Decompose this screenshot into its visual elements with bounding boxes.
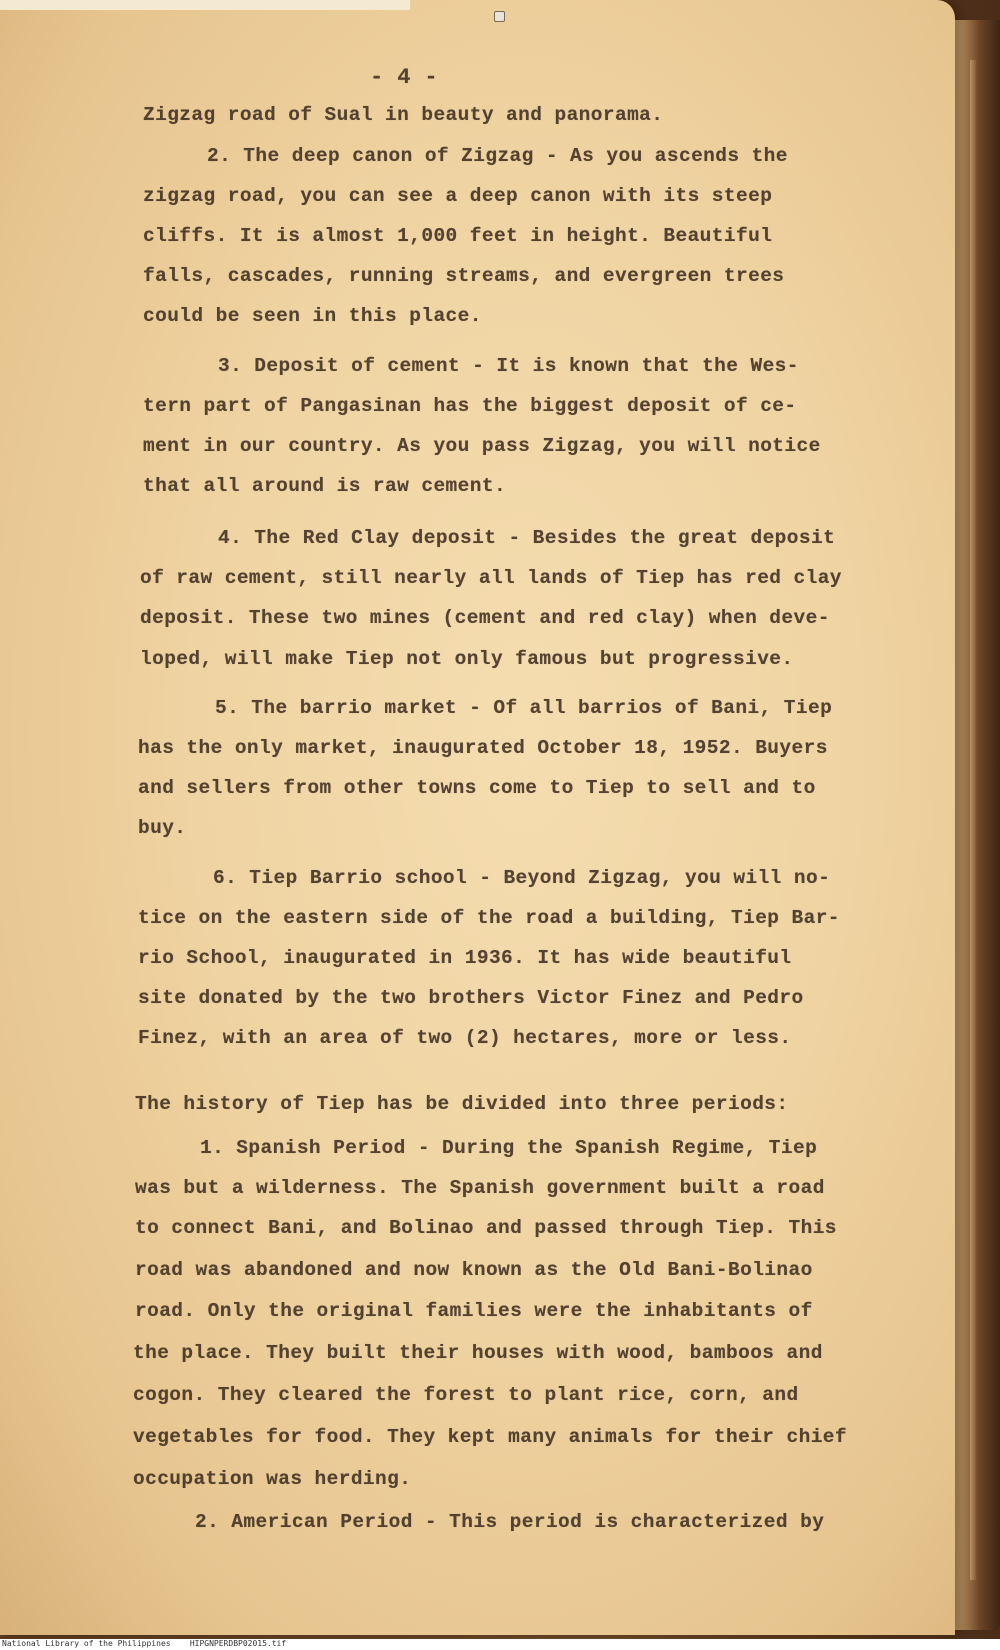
text-line: 4. The Red Clay deposit - Besides the great deposit: [218, 527, 836, 549]
text-line: tern part of Pangasinan has the biggest deposit of ce-: [143, 395, 797, 417]
text-line: road. Only the original families were the inhabitants of: [135, 1300, 813, 1322]
binding-edge: [970, 60, 976, 1580]
text-line: occupation was herding.: [133, 1468, 412, 1490]
section-heading: The history of Tiep has be divided into three periods:: [135, 1093, 789, 1115]
page-top-band: [0, 0, 410, 10]
text-line: that all around is raw cement.: [143, 475, 507, 497]
text-line: Zigzag road of Sual in beauty and panorama.: [143, 104, 664, 126]
text-line: loped, will make Tiep not only famous but progressive.: [140, 648, 794, 670]
text-line: 3. Deposit of cement - It is known that the Wes-: [218, 355, 799, 377]
text-line: road was abandoned and now known as the Old Bani-Bolinao: [135, 1259, 813, 1281]
text-line: 6. Tiep Barrio school - Beyond Zigzag, you will no-: [213, 867, 831, 889]
text-line: site donated by the two brothers Victor Finez and Pedro: [138, 987, 804, 1009]
text-line: 1. Spanish Period - During the Spanish Regime, Tiep: [200, 1137, 818, 1159]
text-line: was but a wilderness. The Spanish government built a road: [135, 1177, 825, 1199]
footer-caption: National Library of the Philippines HIPGNPERDBP02015.tif: [2, 1639, 287, 1648]
text-line: rio School, inaugurated in 1936. It has wide beautiful: [138, 947, 792, 969]
text-line: falls, cascades, running streams, and evergreen trees: [143, 265, 785, 287]
text-line: deposit. These two mines (cement and red clay) when deve-: [140, 607, 830, 629]
text-line: cliffs. It is almost 1,000 feet in height. Beautiful: [143, 225, 773, 247]
text-line: to connect Bani, and Bolinao and passed through Tiep. This: [135, 1217, 837, 1239]
text-line: could be seen in this place.: [143, 305, 482, 327]
text-line: zigzag road, you can see a deep canon with its steep: [143, 185, 773, 207]
text-line: 5. The barrio market - Of all barrios of Bani, Tiep: [215, 697, 833, 719]
text-line: buy.: [138, 817, 187, 839]
text-line: the place. They built their houses with wood, bamboos and: [133, 1342, 823, 1364]
text-line: 2. American Period - This period is characterized by: [195, 1511, 825, 1533]
text-line: tice on the eastern side of the road a building, Tiep Bar-: [138, 907, 840, 929]
page-number: - 4 -: [370, 65, 439, 90]
text-line: cogon. They cleared the forest to plant rice, corn, and: [133, 1384, 799, 1406]
text-line: has the only market, inaugurated October 18, 1952. Buyers: [138, 737, 828, 759]
text-line: and sellers from other towns come to Tiep to sell and to: [138, 777, 816, 799]
text-line: of raw cement, still nearly all lands of Tiep has red clay: [140, 567, 842, 589]
text-line: vegetables for food. They kept many animals for their chief: [133, 1426, 848, 1448]
pin-icon: [494, 11, 505, 22]
text-line: ment in our country. As you pass Zigzag, you will notice: [143, 435, 821, 457]
text-line: 2. The deep canon of Zigzag - As you ascends the: [207, 145, 788, 167]
text-line: Finez, with an area of two (2) hectares, more or less.: [138, 1027, 792, 1049]
